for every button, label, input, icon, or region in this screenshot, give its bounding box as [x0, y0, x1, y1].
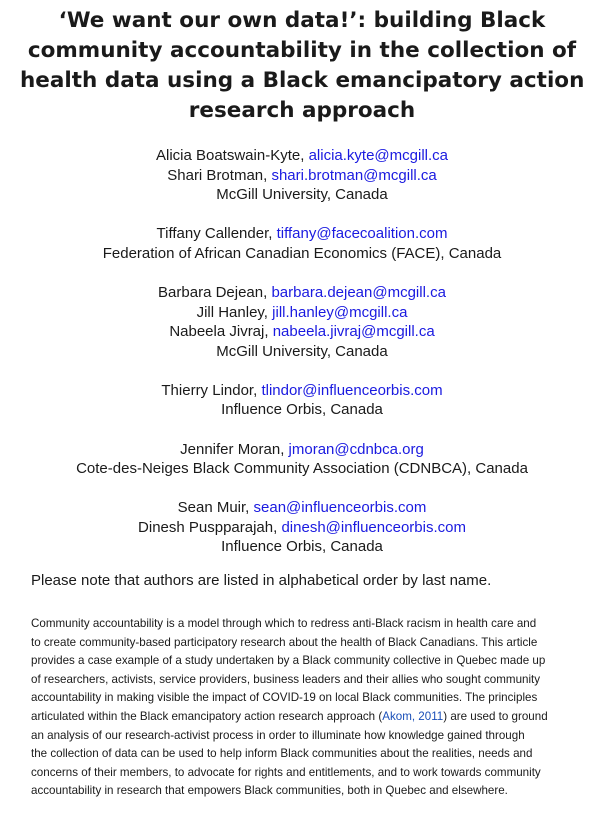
citation-link[interactable]: Akom, 2011 [382, 709, 444, 723]
author-group [20, 146, 584, 205]
author-affiliation: Federation of African Canadian Economics (FACE), Canada [102, 244, 502, 262]
abstract-line: Community accountability is a model through which to redress anti-Black racism in health care and [31, 617, 537, 630]
author-email-link[interactable]: nabeela.jivraj@mcgill.ca [272, 323, 435, 341]
author-affiliation: McGill University, Canada [216, 186, 388, 204]
title-line: ‘We want our own data!’: building Black [58, 8, 546, 33]
abstract-line: concerns of their members, to advocate for rights and entitlements, and to work towards community [31, 765, 541, 779]
author-affiliation: Influence Orbis, Canada [221, 538, 383, 556]
author-name: Shari Brotman, [167, 166, 268, 184]
author-name: Thierry Lindor, [161, 381, 258, 399]
author-email-link[interactable]: alicia.kyte@mcgill.ca [308, 147, 448, 164]
author-group [20, 498, 584, 557]
author-name: Tiffany Callender, [156, 225, 273, 243]
paper-title [20, 6, 584, 126]
author-email-link[interactable]: tlindor@influenceorbis.com [261, 381, 443, 399]
author-name: Barbara Dejean, [158, 283, 268, 301]
author-affiliation: Influence Orbis, Canada [221, 401, 383, 419]
author-affiliation: Cote-des-Neiges Black Community Association (CDNBCA), Canada [76, 460, 528, 478]
title-line: research approach [188, 98, 416, 123]
author-email-link[interactable]: tiffany@facecoalition.com [276, 225, 448, 243]
author-email-link[interactable]: jmoran@cdnbca.org [288, 440, 424, 458]
abstract-line: accountability in making visible the impact of COVID-19 on local Black communities. The principles [31, 691, 538, 705]
author-email-link[interactable]: barbara.dejean@mcgill.ca [271, 283, 446, 301]
abstract-text: ) are used to ground [443, 709, 548, 723]
author-line [20, 440, 584, 460]
author-email-link[interactable]: shari.brotman@mcgill.ca [271, 166, 437, 184]
author-group [20, 440, 584, 479]
author-line [20, 498, 584, 518]
abstract [31, 615, 583, 801]
abstract-line: of researchers, activists, service providers, business leaders and their allies who sought community [31, 672, 541, 686]
abstract-line [31, 708, 583, 727]
author-line [20, 322, 584, 342]
abstract-line: the collection of data can be used to help inform Black communities about the realities, needs and [31, 747, 533, 761]
author-line [20, 166, 584, 186]
title-line: health data using a Black emancipatory action [20, 68, 585, 93]
author-line [20, 518, 584, 538]
author-order-note: Please note that authors are listed in alphabetical order by last name. [31, 572, 492, 589]
author-group [20, 283, 584, 361]
author-email-link[interactable]: jill.hanley@mcgill.ca [272, 303, 408, 321]
author-email-link[interactable]: dinesh@influenceorbis.com [281, 518, 466, 536]
abstract-line: to create community-based participatory research about the health of Black Canadians. This article [31, 635, 538, 649]
author-group [20, 381, 584, 420]
author-name: Sean Muir, [177, 499, 250, 517]
title-line: community accountability in the collection of [27, 38, 577, 63]
author-name: Alicia Boatswain-Kyte, [155, 147, 305, 164]
author-group [20, 224, 584, 263]
author-line [20, 303, 584, 323]
author-affiliation: McGill University, Canada [216, 342, 388, 360]
abstract-line: accountability in research that empowers Black communities, both in Quebec and elsewhere. [31, 784, 508, 798]
abstract-line: an analysis of our research-activist process in order to illuminate how knowledge gained through [31, 728, 525, 742]
author-line [20, 381, 584, 401]
author-line [20, 146, 584, 166]
author-name: Jennifer Moran, [180, 440, 285, 458]
author-name: Dinesh Puspparajah, [138, 518, 278, 536]
abstract-line: provides a case example of a study undertaken by a Black community collective in Quebec made up [31, 654, 546, 668]
author-list [20, 146, 584, 577]
author-line [20, 283, 584, 303]
abstract-text: articulated within the Black emancipatory action research approach ( [31, 709, 383, 723]
author-line [20, 224, 584, 244]
author-email-link[interactable]: sean@influenceorbis.com [253, 499, 427, 517]
author-name: Nabeela Jivraj, [169, 323, 269, 341]
author-name: Jill Hanley, [196, 303, 268, 321]
